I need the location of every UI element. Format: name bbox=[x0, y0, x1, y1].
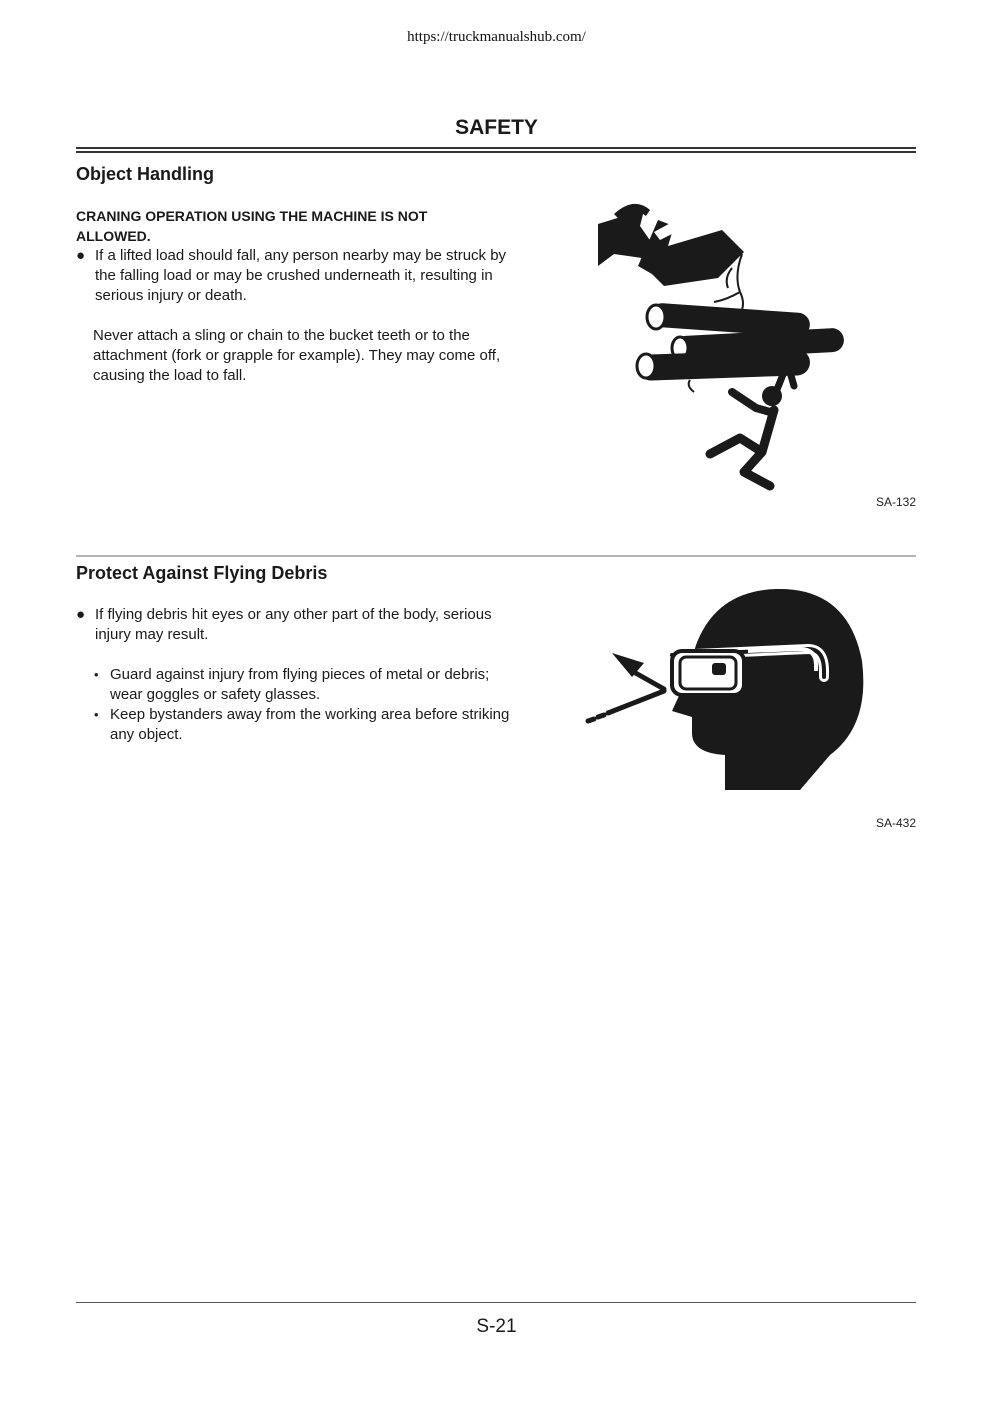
bullet-text: If a lifted load should fall, any person nearby may be struck by the falling load or may be crushed underneath it, resulting in serious injury or death. bbox=[95, 247, 507, 304]
sub-item-text: Keep bystanders away from the working area before striking any object. bbox=[110, 706, 510, 743]
title-rule-top bbox=[76, 147, 916, 149]
sub-bullet-icon: • bbox=[94, 707, 99, 722]
sub-item-text: Guard against injury from flying pieces of metal or debris; wear goggles or safety glasses. bbox=[110, 666, 490, 703]
section-heading-object-handling: Object Handling bbox=[76, 164, 215, 184]
bullet-dot-icon: ● bbox=[76, 247, 86, 264]
falling-load-illustration bbox=[594, 196, 854, 496]
bullet-dot-icon: ● bbox=[76, 606, 86, 623]
sub-bullet-icon: • bbox=[94, 667, 99, 682]
sub-item-bystanders bbox=[94, 705, 524, 745]
source-url: https://truckmanualshub.com/ bbox=[407, 29, 586, 45]
bullet-item bbox=[76, 605, 526, 645]
page-number: S-21 bbox=[476, 1316, 517, 1337]
page-title: SAFETY bbox=[455, 116, 538, 139]
craning-warning: CRANING OPERATION USING THE MACHINE IS NOT ALLOWED. bbox=[76, 208, 428, 244]
sling-paragraph: Never attach a sling or chain to the bucket teeth or to the attachment (fork or grapple for example). They may come off, causing the load to fall. bbox=[93, 327, 501, 384]
footer-rule bbox=[76, 1302, 916, 1303]
sub-item-goggles bbox=[94, 665, 524, 705]
bullet-item bbox=[76, 246, 516, 306]
figure-label-sa-432: SA-432 bbox=[875, 816, 916, 830]
safety-glasses-head-icon bbox=[580, 585, 870, 800]
section-heading-flying-debris: Protect Against Flying Debris bbox=[76, 563, 328, 583]
section-divider bbox=[76, 555, 916, 557]
bullet-text: If flying debris hit eyes or any other part of the body, serious injury may result. bbox=[95, 606, 492, 643]
figure-label-sa-132: SA-132 bbox=[875, 495, 916, 509]
title-rule-bottom bbox=[76, 151, 916, 153]
